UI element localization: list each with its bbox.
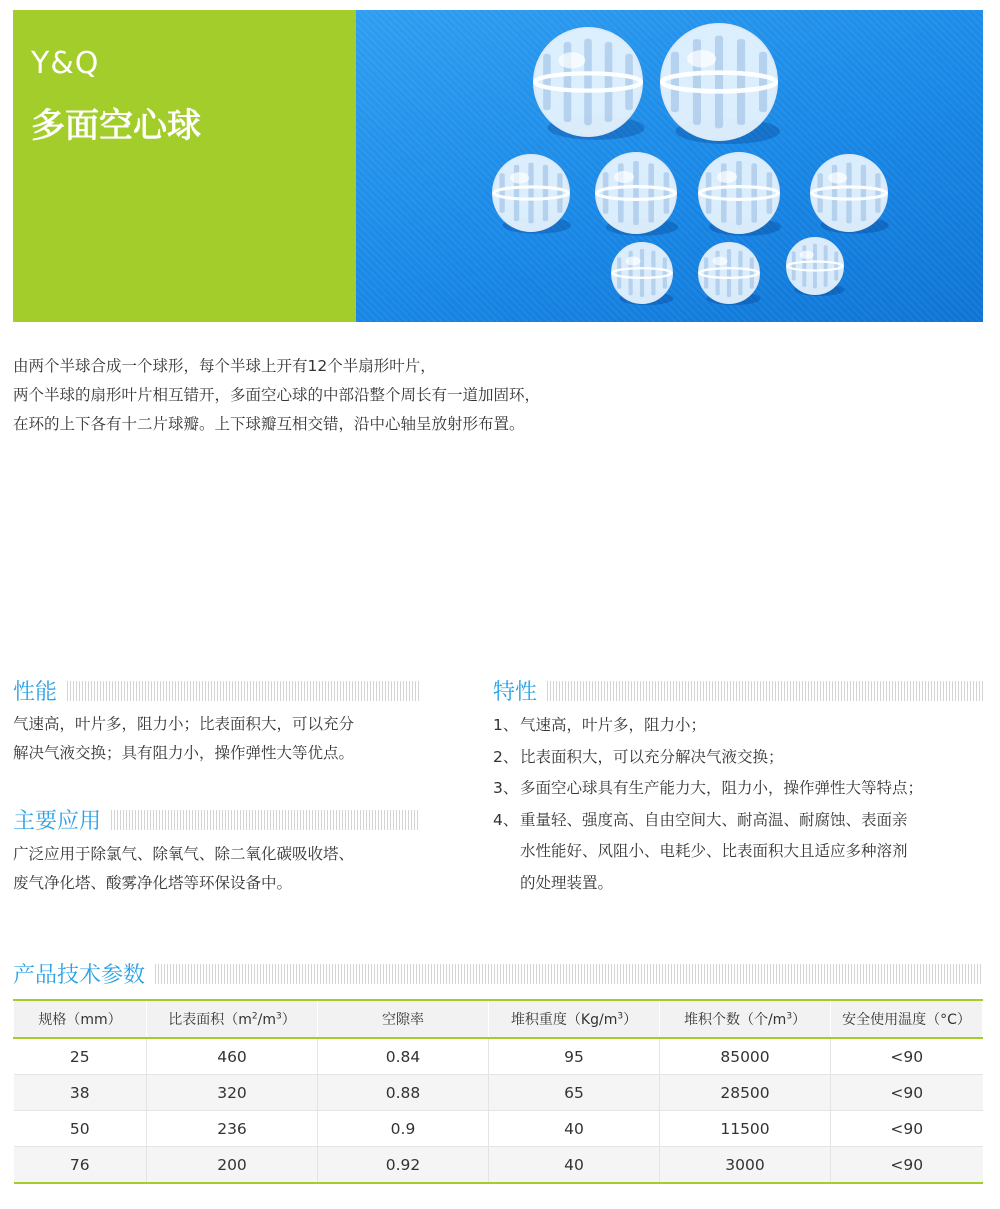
table-cell: 38 [14,1075,147,1111]
column-header: 空隙率 [318,1000,489,1038]
column-header: 安全使用温度（°C） [831,1000,983,1038]
features-list [493,710,983,899]
hollow-ball [787,238,844,296]
table-cell: 65 [489,1075,660,1111]
table-cell: 40 [489,1147,660,1184]
table-cell: 3000 [660,1147,831,1184]
performance-line: 气速高，叶片多，阻力小；比表面积大，可以充分 [13,715,355,733]
performance-text [13,710,354,768]
feature-text: 重量轻、强度高、自由空间大、耐高温、耐腐蚀、表面亲 [520,810,908,829]
features-heading-text: 特性 [493,680,538,705]
product-description [13,352,540,439]
banner-green-panel [13,10,356,322]
table-cell: 200 [147,1147,318,1184]
feature-text: 气速高，叶片多，阻力小； [520,716,707,734]
table-row [14,1075,983,1111]
product-photo [356,10,983,322]
description-line: 在环的上下各有十二片球瓣。上下球瓣互相交错，沿中心轴呈放射形布置。 [13,415,525,433]
feature-item [493,773,983,805]
table-row [14,1111,983,1147]
specs-heading-text: 产品技术参数 [13,963,146,988]
table-cell: 28500 [660,1075,831,1111]
table-cell: 0.9 [318,1111,489,1147]
performance-heading-text: 性能 [13,680,58,705]
heading-divider [67,681,420,701]
table-cell: 460 [147,1038,318,1075]
hollow-ball [811,155,889,234]
performance-heading [13,675,420,706]
table-cell: 40 [489,1111,660,1147]
features-heading [493,675,983,706]
column-header: 规格（mm） [14,1000,147,1038]
description-line: 由两个半球合成一个球形，每个半球上开有12个半扇形叶片， [13,357,436,375]
feature-text: 水性能好、风阻小、电耗少、比表面积大且适应多种溶剂 [520,842,908,860]
feature-number: 3、 [493,779,519,797]
table-cell: 0.88 [318,1075,489,1111]
feature-number: 4、 [493,810,519,829]
hollow-ball [699,243,761,305]
table-cell: 95 [489,1038,660,1075]
table-cell: 236 [147,1111,318,1147]
column-header: 堆积重度$(Kg/m^3)$ [489,1000,660,1038]
table-cell: 25 [14,1038,147,1075]
column-header: 堆积个数（个$/m^3$） [660,1000,831,1038]
hollow-balls-illustration [356,10,983,322]
column-header: 比表面积$(m^2/m^3)$ [147,1000,318,1038]
product-banner [13,10,983,322]
hollow-ball [493,155,571,234]
brand-logo-text: Y&Q [31,46,100,81]
table-cell: <90 [831,1147,983,1184]
feature-number: 1、 [493,716,519,734]
specs-table [13,999,983,1184]
table-cell: <90 [831,1075,983,1111]
hollow-ball [661,24,780,144]
table-cell: <90 [831,1111,983,1147]
feature-item [493,805,983,900]
heading-divider [111,810,420,830]
table-cell: 0.92 [318,1147,489,1184]
heading-divider [547,681,983,701]
specs-heading [13,958,983,989]
table-row [14,1038,983,1075]
application-text [13,840,354,898]
table-cell: 11500 [660,1111,831,1147]
application-heading-text: 主要应用 [13,809,102,834]
hollow-ball [699,153,781,236]
table-cell: 0.84 [318,1038,489,1075]
hollow-ball [596,153,678,236]
table-row [14,1147,983,1184]
feature-text: 比表面积大，可以充分解决气液交换； [520,747,784,766]
hollow-ball [534,28,645,140]
feature-number: 2、 [493,747,519,766]
table-cell: 50 [14,1111,147,1147]
table-header-row [14,1000,983,1038]
feature-text: 多面空心球具有生产能力大，阻力小，操作弹性大等特点； [520,779,924,797]
table-cell: 76 [14,1147,147,1184]
feature-item [493,742,983,774]
application-heading [13,804,420,835]
performance-line: 解决气液交换；具有阻力小，操作弹性大等优点。 [13,744,355,762]
product-title: 多面空心球 [31,106,201,146]
application-line: 废气净化塔、酸雾净化塔等环保设备中。 [13,874,293,892]
hollow-ball [612,243,674,305]
heading-divider [155,964,983,984]
description-line: 两个半球的扇形叶片相互错开，多面空心球的中部沿整个周长有一道加固环， [13,386,541,404]
table-cell: <90 [831,1038,983,1075]
application-line: 广泛应用于除氯气、除氧气、除二氧化碳吸收塔、 [13,845,355,863]
feature-text: 的处理装置。 [520,873,614,892]
table-cell: 320 [147,1075,318,1111]
feature-item [493,710,983,742]
table-cell: 85000 [660,1038,831,1075]
